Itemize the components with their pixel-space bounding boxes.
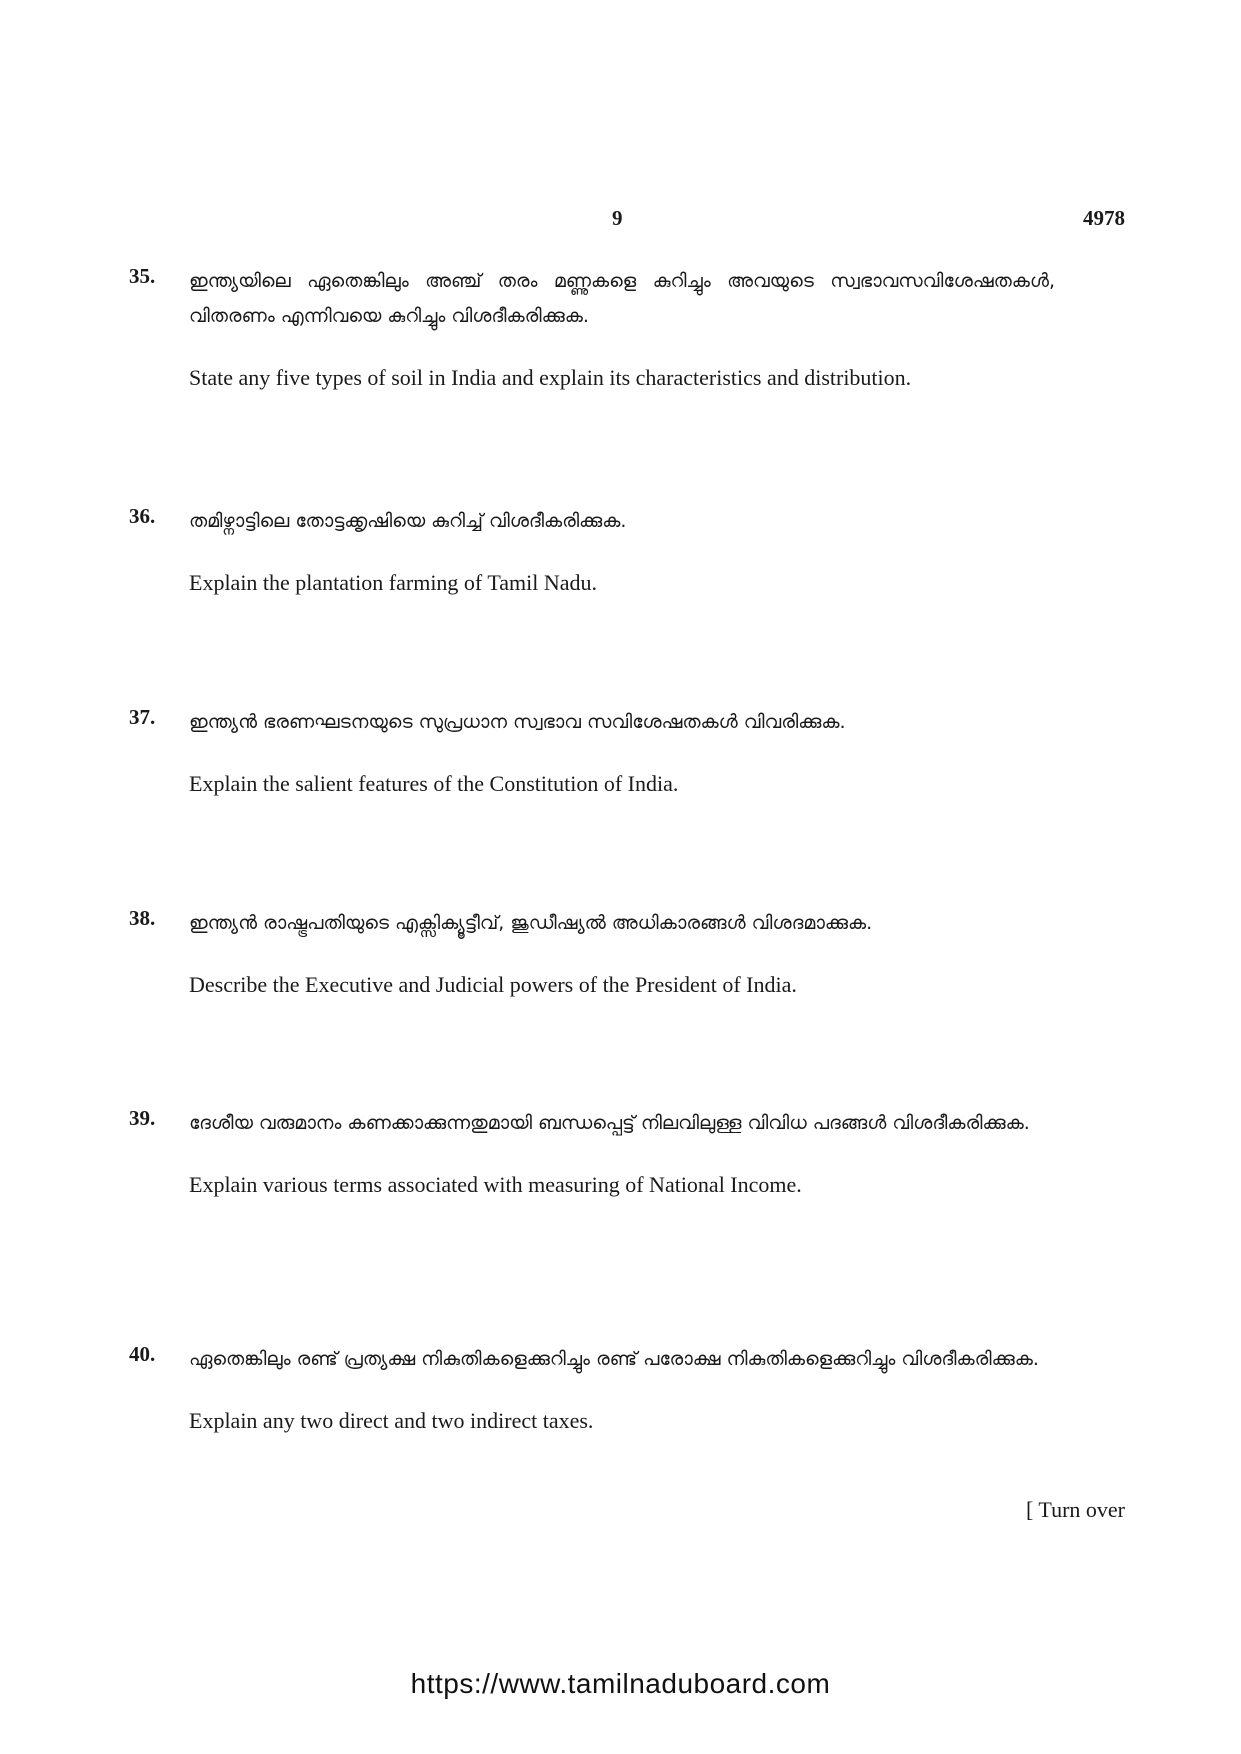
question-36: [129, 504, 1125, 598]
question-text-malayalam: ദേശീയ വരുമാനം കണക്കാക്കുന്നതുമായി ബന്ധപ്പെട്ട് നിലവിലുള്ള വിവിധ പദങ്ങൾ വിശദീകരിക്കുക.: [189, 1112, 1030, 1134]
question-37: [129, 705, 1125, 799]
page-header: [0, 206, 1241, 236]
page-number: 9: [612, 206, 623, 230]
question-number: 40.: [129, 1342, 156, 1366]
question-text-malayalam: ഇന്ത്യയിലെ ഏതെങ്കിലും അഞ്ച് തരം മണ്ണുകളെ കുറിച്ചും അവയുടെ സ്വഭാവസവിശേഷതകൾ, വിതരണം എന്നിവയെ കുറിച്ചും വിശദീകരിക്കുക.: [189, 270, 1055, 327]
turn-over-note: [ Turn over: [1025, 1497, 1125, 1522]
question-text-malayalam: തമിഴ്നാട്ടിലെ തോട്ടക്കൃഷിയെ കുറിച്ച് വിശദീകരിക്കുക.: [189, 510, 627, 532]
question-39: [129, 1106, 1125, 1200]
question-number: 39.: [129, 1106, 156, 1130]
question-text-english: Explain the plantation farming of Tamil Nadu.: [189, 570, 598, 595]
question-number: 35.: [129, 264, 156, 288]
question-text-english: Explain any two direct and two indirect taxes.: [189, 1408, 594, 1433]
question-text-english: Describe the Executive and Judicial powers of the President of India.: [189, 972, 797, 997]
question-35: [129, 264, 1125, 393]
paper-code: 4978: [1083, 206, 1125, 230]
footer-url: https://www.tamilnaduboard.com: [410, 1668, 831, 1699]
question-text-malayalam: ഏതെങ്കിലും രണ്ട് പ്രത്യക്ഷ നികുതികളെക്കുറിച്ചും രണ്ട് പരോക്ഷ നികുതികളെക്കുറിച്ചും വിശദീകരിക്കുക.: [189, 1348, 1039, 1370]
question-40: [129, 1342, 1125, 1436]
question-text-malayalam: ഇന്ത്യൻ രാഷ്ട്രപതിയുടെ എക്സിക്യൂട്ടീവ്, ജുഡീഷ്യൽ അധികാരങ്ങൾ വിശദമാക്കുക.: [189, 912, 873, 934]
question-number: 36.: [129, 504, 156, 528]
question-text-english: Explain various terms associated with measuring of National Income.: [189, 1172, 802, 1197]
question-38: [129, 906, 1125, 1000]
question-number: 38.: [129, 906, 156, 930]
question-number: 37.: [129, 705, 156, 729]
question-text-english: State any five types of soil in India and explain its characteristics and distribution.: [189, 365, 912, 390]
question-text-english: Explain the salient features of the Constitution of India.: [189, 771, 679, 796]
question-text-malayalam: ഇന്ത്യൻ ഭരണഘടനയുടെ സുപ്രധാന സ്വഭാവ സവിശേഷതകൾ വിവരിക്കുക.: [189, 711, 846, 733]
